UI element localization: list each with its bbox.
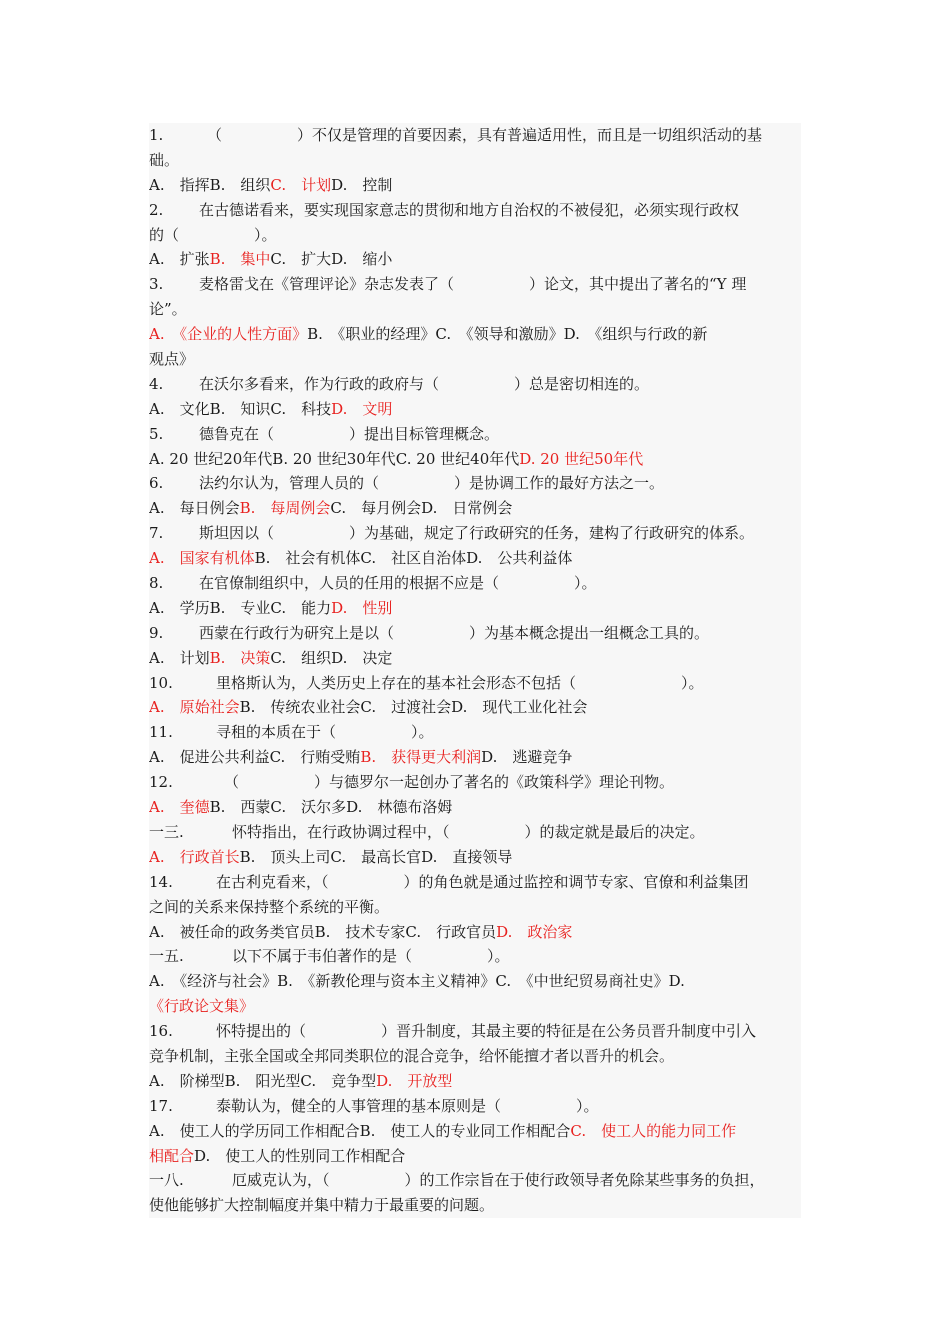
text-segment: C. 每月例会D. 日常例会 xyxy=(330,499,513,518)
question-stem: 麦格雷戈在《管理评论》杂志发表了（ ）论文，其中提出了著名的“Y 理 xyxy=(199,275,747,294)
question-stem: 德鲁克在（ ）提出目标管理概念。 xyxy=(199,424,500,443)
answer-highlight: A. 国家有机体 xyxy=(149,549,255,568)
question-stem: 西蒙在行政行为研究上是以（ ）为基本概念提出一组概念工具的。 xyxy=(199,623,710,642)
question-stem: 里格斯认为，人类历史上存在的基本社会形态不包括（ ）。 xyxy=(216,673,704,692)
text-segment: A. 计划 xyxy=(149,648,210,667)
answer-highlight: 相配合 xyxy=(149,1146,195,1165)
answer-highlight: B. 每周例会 xyxy=(239,499,331,518)
question-stem: （ ）不仅是管理的首要因素，具有普遍适用性，而且是一切组织活动的基 xyxy=(207,126,763,144)
question-stem: 在官僚制组织中，人员的任用的根据不应是（ ）。 xyxy=(199,574,597,593)
question-line xyxy=(149,123,801,148)
question-number: 5. xyxy=(149,424,164,443)
question-line xyxy=(149,422,801,447)
options-line xyxy=(149,596,801,621)
answer-highlight: A. 行政首长 xyxy=(149,847,240,866)
continuation-line xyxy=(149,297,801,322)
text-segment: A. 学历B. 专业C. 能力 xyxy=(149,598,332,617)
answer-highlight: D. 文明 xyxy=(331,399,393,418)
text-segment: 竞争机制，主张全国或全邦同类职位的混合竞争，给怀能擅才者以晋升的机会。 xyxy=(149,1046,675,1065)
options-line xyxy=(149,845,801,870)
text-segment: 论”。 xyxy=(149,300,187,319)
question-number: 12. xyxy=(149,773,173,792)
text-segment: D. 使工人的性别同工作相配合 xyxy=(194,1146,406,1165)
text-segment: 观点》 xyxy=(149,350,195,369)
text-segment: B. 《职业的经理》C. 《领导和激励》D. 《组织与行政的新 xyxy=(307,325,708,344)
question-line xyxy=(149,1019,801,1044)
question-stem: 怀特提出的（ ）晋升制度，其最主要的特征是在公务员晋升制度中引入 xyxy=(216,1022,757,1041)
question-stem: 以下不属于韦伯著作的是（ ）。 xyxy=(232,947,510,966)
text-segment: B. 传统农业社会C. 过渡社会D. 现代工业化社会 xyxy=(239,698,588,717)
question-stem: 寻租的本质在于（ ）。 xyxy=(216,723,434,742)
text-segment: A. 促进公共利益C. 行贿受贿 xyxy=(149,748,361,767)
text-segment: A. 文化B. 知识C. 科技 xyxy=(149,399,332,418)
question-stem: 斯坦因以（ ）为基础，规定了行政研究的任务，建构了行政研究的体系。 xyxy=(199,524,755,543)
options-line xyxy=(149,173,801,198)
question-line xyxy=(149,521,801,546)
options-line xyxy=(149,322,801,347)
question-line xyxy=(149,198,801,223)
question-number: 6. xyxy=(149,474,164,493)
question-number: 3. xyxy=(149,275,164,294)
answer-highlight: C. 计划 xyxy=(270,175,332,194)
answer-highlight: B. 获得更大利润 xyxy=(360,748,482,767)
question-number: 16. xyxy=(149,1022,173,1041)
answer-highlight: A. 奎德 xyxy=(149,798,210,817)
text-segment: A. 扩张 xyxy=(149,250,210,269)
continuation-line xyxy=(149,994,801,1019)
question-number: 9. xyxy=(149,623,164,642)
text-segment: C. 扩大D. 缩小 xyxy=(270,250,393,269)
text-segment: B. 顶头上司C. 最高长官D. 直接领导 xyxy=(239,847,513,866)
question-number: 4. xyxy=(149,374,164,393)
question-number: 14. xyxy=(149,872,173,891)
question-line xyxy=(149,372,801,397)
options-line xyxy=(149,397,801,422)
question-line xyxy=(149,1168,801,1193)
question-line xyxy=(149,671,801,696)
options-line xyxy=(149,447,801,472)
answer-highlight: B. 集中 xyxy=(209,250,271,269)
answer-highlight: 《行政论文集》 xyxy=(149,997,255,1016)
question-number: 17. xyxy=(149,1096,173,1115)
question-stem: 泰勒认为，健全的人事管理的基本原则是（ ）。 xyxy=(216,1096,599,1115)
question-number: 一五. xyxy=(149,947,184,966)
question-number: 10. xyxy=(149,673,173,692)
question-line xyxy=(149,770,801,795)
options-line xyxy=(149,247,801,272)
answer-highlight: A. 《企业的人性方面》 xyxy=(149,325,308,344)
text-segment: C. 组织D. 决定 xyxy=(270,648,393,667)
question-number: 一八. xyxy=(149,1171,184,1190)
question-line xyxy=(149,471,801,496)
options-line xyxy=(149,920,801,945)
text-segment: 使他能够扩大控制幅度并集中精力于最重要的问题。 xyxy=(149,1196,495,1215)
options-line xyxy=(149,1069,801,1094)
options-line xyxy=(149,969,801,994)
answer-highlight: C. 使工人的能力同工作 xyxy=(570,1121,737,1140)
text-segment: 础。 xyxy=(149,150,180,169)
options-line xyxy=(149,1119,801,1144)
question-list xyxy=(149,123,801,1218)
question-number: 2. xyxy=(149,200,164,219)
question-number: 一三. xyxy=(149,822,184,841)
question-stem: 在古利克看来，（ ）的角色就是通过监控和调节专家、官僚和利益集团 xyxy=(216,872,749,891)
question-line xyxy=(149,1094,801,1119)
question-number: 8. xyxy=(149,574,164,593)
answer-highlight: B. 决策 xyxy=(209,648,271,667)
text-segment: 的（ ）。 xyxy=(149,225,277,244)
continuation-line xyxy=(149,347,801,372)
continuation-line xyxy=(149,895,801,920)
answer-highlight: D. 开放型 xyxy=(376,1071,453,1090)
options-line xyxy=(149,745,801,770)
options-line xyxy=(149,795,801,820)
options-line xyxy=(149,695,801,720)
question-line xyxy=(149,820,801,845)
question-stem: 在古德诺看来，要实现国家意志的贯彻和地方自治权的不被侵犯，必须实现行政权 xyxy=(199,200,740,219)
question-stem: 法约尔认为，管理人员的（ ）是协调工作的最好方法之一。 xyxy=(199,474,665,493)
question-number: 11. xyxy=(149,723,173,742)
text-segment: A. 20 世纪20年代B. 20 世纪30年代C. 20 世纪40年代 xyxy=(149,449,520,468)
question-stem: 怀特指出，在行政协调过程中，（ ）的裁定就是最后的决定。 xyxy=(232,822,705,841)
question-stem: 厄威克认为，（ ）的工作宗旨在于使行政领导者免除某些事务的负担， xyxy=(232,1171,765,1190)
options-line xyxy=(149,496,801,521)
continuation-line xyxy=(149,1044,801,1069)
text-segment: A. 《经济与社会》B. 《新教伦理与资本主义精神》C. 《中世纪贸易商社史》D. xyxy=(149,972,685,991)
question-number: 1. xyxy=(149,126,164,144)
continuation-line xyxy=(149,148,801,173)
text-segment: A. 被任命的政务类官员B. 技术专家C. 行政官员 xyxy=(149,922,497,941)
question-stem: （ ）与德罗尔一起创办了著名的《政策科学》理论刊物。 xyxy=(224,773,675,792)
text-segment: 之间的关系来保持整个系统的平衡。 xyxy=(149,897,390,916)
continuation-line xyxy=(149,1193,801,1218)
answer-highlight: D. 性别 xyxy=(331,598,393,617)
text-segment: A. 每日例会 xyxy=(149,499,240,518)
answer-highlight: A. 原始社会 xyxy=(149,698,240,717)
text-segment: D. 逃避竞争 xyxy=(481,748,573,767)
text-segment: B. 社会有机体C. 社区自治体D. 公共利益体 xyxy=(254,549,573,568)
options-line xyxy=(149,546,801,571)
question-number: 7. xyxy=(149,524,164,543)
question-line xyxy=(149,571,801,596)
text-segment: A. 阶梯型B. 阳光型C. 竞争型 xyxy=(149,1071,377,1090)
text-segment: D. 控制 xyxy=(331,175,393,194)
answer-highlight: D. 政治家 xyxy=(496,922,573,941)
question-line xyxy=(149,720,801,745)
question-line xyxy=(149,870,801,895)
continuation-line xyxy=(149,1144,801,1169)
options-line xyxy=(149,646,801,671)
text-segment: A. 指挥B. 组织 xyxy=(149,175,271,194)
text-segment: A. 使工人的学历同工作相配合B. 使工人的专业同工作相配合 xyxy=(149,1121,571,1140)
text-segment: B. 西蒙C. 沃尔多D. 林德布洛姆 xyxy=(209,798,453,817)
question-line xyxy=(149,944,801,969)
continuation-line xyxy=(149,223,801,248)
answer-highlight: D. 20 世纪50年代 xyxy=(519,449,644,468)
question-line xyxy=(149,621,801,646)
question-stem: 在沃尔多看来，作为行政的政府与（ ）总是密切相连的。 xyxy=(199,374,650,393)
question-line xyxy=(149,272,801,297)
